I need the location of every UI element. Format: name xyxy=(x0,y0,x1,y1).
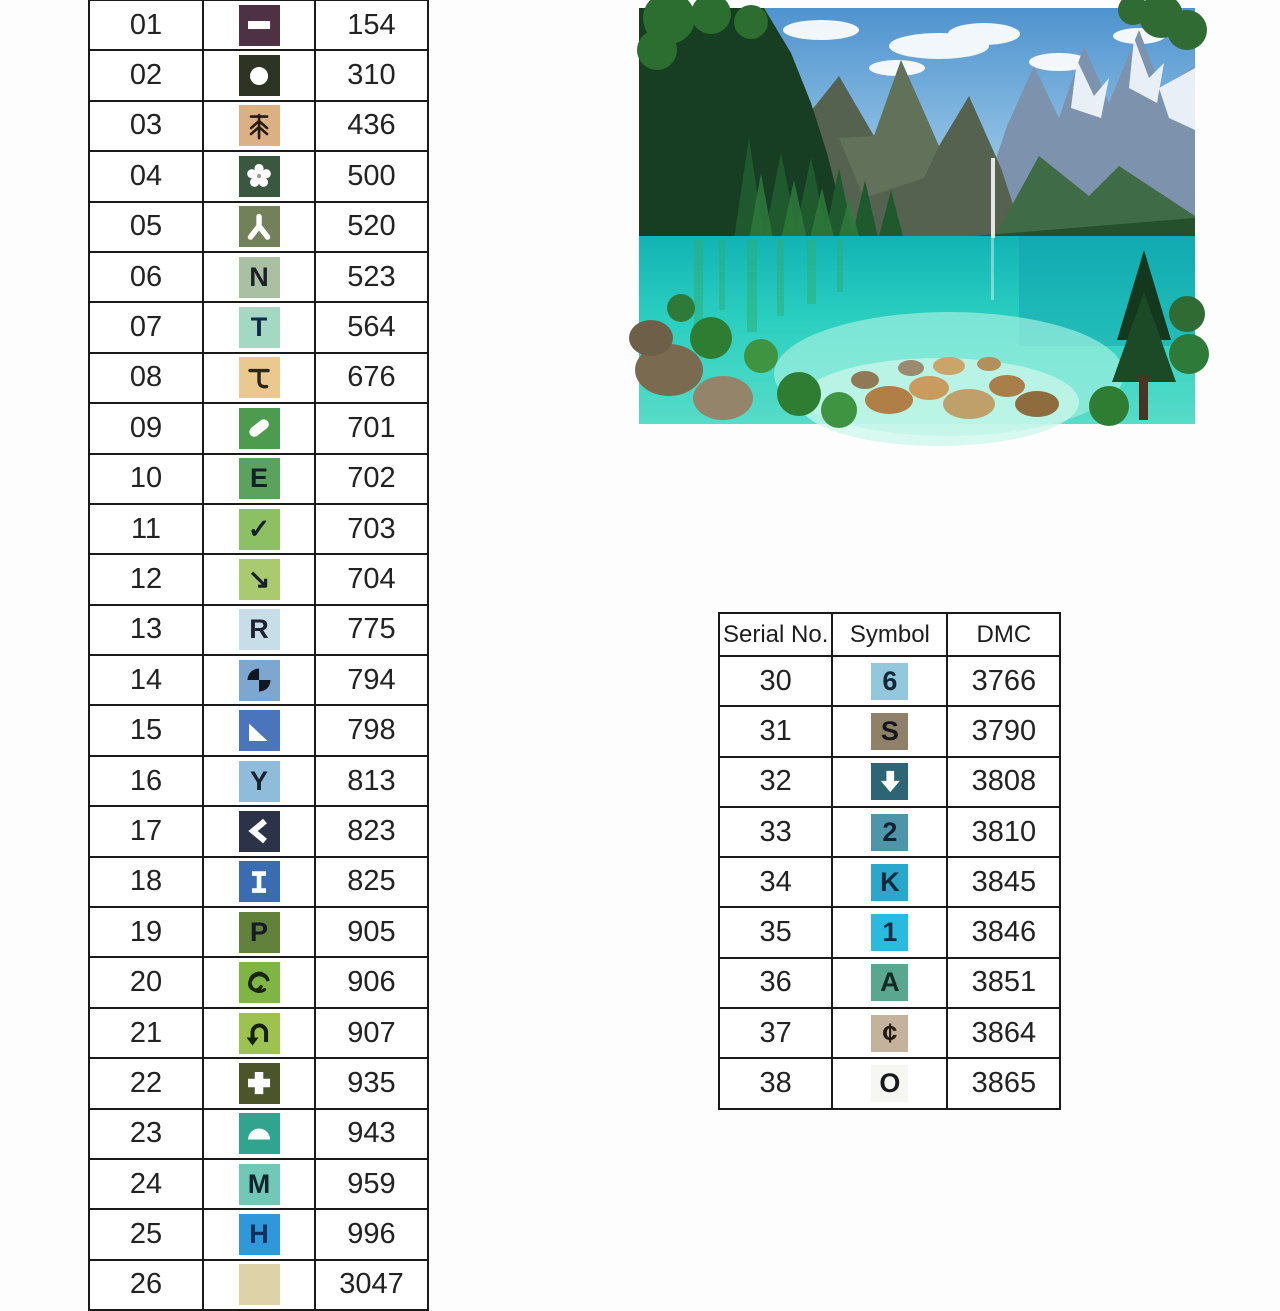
dmc-cell: 3810 xyxy=(947,807,1060,857)
symbol-glyph: O xyxy=(879,1068,901,1099)
table-row xyxy=(719,807,1060,857)
symbol-glyph: ✓ xyxy=(247,513,271,544)
serial-cell: 24 xyxy=(89,1159,203,1209)
pine-tree-icon xyxy=(241,108,277,144)
table-row xyxy=(719,706,1060,756)
serial-cell: 18 xyxy=(89,857,203,907)
dmc-cell: 154 xyxy=(315,0,428,50)
table-row xyxy=(89,756,428,806)
dmc-cell: 823 xyxy=(315,806,428,856)
dmc-cell: 3808 xyxy=(947,757,1060,807)
symbol-cell xyxy=(203,151,315,201)
serial-cell: 37 xyxy=(719,1008,832,1058)
dmc-cell: 813 xyxy=(315,756,428,806)
spiral-g-icon xyxy=(241,965,277,1001)
serial-cell: 20 xyxy=(89,957,203,1007)
dmc-cell: 310 xyxy=(315,50,428,100)
dmc-cell: 794 xyxy=(315,655,428,705)
dmc-cell: 701 xyxy=(315,403,428,453)
symbol-swatch xyxy=(239,357,280,398)
symbol-glyph: E xyxy=(249,463,268,494)
table-row xyxy=(719,907,1060,957)
table-row xyxy=(719,1008,1060,1058)
table-row xyxy=(89,1260,428,1310)
symbol-swatch xyxy=(239,1164,280,1205)
serial-cell: 26 xyxy=(89,1260,203,1310)
table-row xyxy=(89,806,428,856)
symbol-cell xyxy=(203,0,315,50)
dmc-cell: 3865 xyxy=(947,1058,1060,1108)
dmc-cell: 3851 xyxy=(947,958,1060,1008)
symbol-glyph: K xyxy=(880,866,900,897)
symbol-cell xyxy=(203,857,315,907)
circle-icon xyxy=(241,58,277,94)
symbol-swatch xyxy=(239,156,280,197)
serial-cell: 30 xyxy=(719,656,832,706)
symbol-swatch xyxy=(871,914,908,951)
capsule-icon xyxy=(241,410,277,446)
symbol-cell xyxy=(203,1159,315,1209)
lake-landscape-illustration xyxy=(639,8,1195,424)
symbol-swatch xyxy=(239,5,280,46)
symbol-cell xyxy=(203,756,315,806)
symbol-cell xyxy=(203,403,315,453)
symbol-glyph: Y xyxy=(249,765,268,796)
table-row xyxy=(89,504,428,554)
bar-icon xyxy=(241,7,277,43)
symbol-glyph: N xyxy=(249,261,269,292)
serial-cell: 09 xyxy=(89,403,203,453)
dmc-cell: 523 xyxy=(315,252,428,302)
symbol-cell xyxy=(832,1008,947,1058)
serial-cell: 13 xyxy=(89,605,203,655)
serial-cell: 16 xyxy=(89,756,203,806)
table-row xyxy=(89,0,428,50)
table-row xyxy=(89,705,428,755)
table-row xyxy=(89,857,428,907)
symbol-swatch xyxy=(239,609,280,650)
dome-icon xyxy=(241,1116,277,1152)
symbol-glyph: 6 xyxy=(882,665,898,696)
symbol-cell xyxy=(832,958,947,1008)
symbol-cell xyxy=(203,1109,315,1159)
symbol-cell xyxy=(203,50,315,100)
symbol-swatch xyxy=(871,1065,908,1102)
symbol-swatch xyxy=(239,660,280,701)
serial-cell: 36 xyxy=(719,958,832,1008)
symbol-glyph: H xyxy=(249,1219,269,1250)
symbol-cell xyxy=(203,1260,315,1310)
symbol-cell xyxy=(832,656,947,706)
table-row xyxy=(89,907,428,957)
serial-cell: 11 xyxy=(89,504,203,554)
down-arrow-icon xyxy=(874,765,907,798)
table-row xyxy=(89,957,428,1007)
symbol-swatch xyxy=(239,962,280,1003)
serial-cell: 05 xyxy=(89,202,203,252)
symbol-swatch xyxy=(871,763,908,800)
symbol-glyph: A xyxy=(880,967,900,998)
chevron-left-icon xyxy=(241,813,277,849)
dmc-cell: 676 xyxy=(315,353,428,403)
symbol-cell xyxy=(203,1209,315,1259)
symbol-cell xyxy=(832,757,947,807)
symbol-swatch xyxy=(871,864,908,901)
symbol-cell xyxy=(203,504,315,554)
triangle-ll-icon xyxy=(241,713,277,749)
header-dmc: DMC xyxy=(947,613,1060,656)
anchor-t-icon xyxy=(241,360,277,396)
table-row xyxy=(89,50,428,100)
symbol-swatch xyxy=(239,307,280,348)
table-row xyxy=(89,403,428,453)
symbol-cell xyxy=(203,302,315,352)
symbol-glyph: 2 xyxy=(882,816,898,847)
dmc-cell: 935 xyxy=(315,1058,428,1108)
symbol-cell xyxy=(832,857,947,907)
symbol-cell xyxy=(203,1058,315,1108)
symbol-glyph: ↘ xyxy=(247,563,271,594)
serial-cell: 19 xyxy=(89,907,203,957)
table-row xyxy=(89,151,428,201)
dmc-cell: 3047 xyxy=(315,1260,428,1310)
serial-cell: 25 xyxy=(89,1209,203,1259)
dmc-cell: 775 xyxy=(315,605,428,655)
symbol-swatch xyxy=(239,55,280,96)
table-row xyxy=(719,757,1060,807)
symbol-glyph: T xyxy=(250,312,268,343)
serif-i-icon xyxy=(241,864,277,900)
serial-cell: 04 xyxy=(89,151,203,201)
symbol-cell xyxy=(203,202,315,252)
symbol-cell xyxy=(203,605,315,655)
dmc-cell: 703 xyxy=(315,504,428,554)
thick-plus-icon xyxy=(241,1065,277,1101)
symbol-swatch xyxy=(239,509,280,550)
symbol-cell xyxy=(203,353,315,403)
dmc-cell: 520 xyxy=(315,202,428,252)
serial-cell: 38 xyxy=(719,1058,832,1108)
dmc-cell: 3864 xyxy=(947,1008,1060,1058)
serial-cell: 17 xyxy=(89,806,203,856)
serial-cell: 07 xyxy=(89,302,203,352)
symbol-cell xyxy=(203,1008,315,1058)
symbol-cell xyxy=(203,454,315,504)
table-row xyxy=(89,554,428,604)
serial-cell: 35 xyxy=(719,907,832,957)
symbol-swatch xyxy=(239,408,280,449)
dmc-cell: 3766 xyxy=(947,656,1060,706)
serial-cell: 31 xyxy=(719,706,832,756)
dmc-cell: 3846 xyxy=(947,907,1060,957)
symbol-cell xyxy=(832,807,947,857)
table-row xyxy=(719,857,1060,907)
symbol-cell xyxy=(832,1058,947,1108)
dmc-cell: 564 xyxy=(315,302,428,352)
symbol-swatch xyxy=(239,710,280,751)
symbol-swatch xyxy=(239,761,280,802)
serial-cell: 01 xyxy=(89,0,203,50)
table-row xyxy=(89,1008,428,1058)
serial-cell: 08 xyxy=(89,353,203,403)
symbol-swatch xyxy=(239,861,280,902)
dmc-cell: 704 xyxy=(315,554,428,604)
header-row xyxy=(719,613,1060,656)
table-row xyxy=(719,1058,1060,1108)
symbol-cell xyxy=(203,806,315,856)
symbol-swatch xyxy=(239,1264,280,1305)
symbol-swatch xyxy=(239,811,280,852)
flower-icon xyxy=(241,158,277,194)
symbol-cell xyxy=(832,706,947,756)
pattern-photo xyxy=(639,8,1195,424)
symbol-swatch xyxy=(239,1113,280,1154)
symbol-swatch xyxy=(239,912,280,953)
header-serial: Serial No. xyxy=(719,613,832,656)
color-key-table-right xyxy=(718,612,1061,1110)
table-row xyxy=(89,1058,428,1108)
dmc-cell: 996 xyxy=(315,1209,428,1259)
symbol-glyph: ¢ xyxy=(882,1017,898,1048)
serial-cell: 03 xyxy=(89,101,203,151)
dmc-cell: 825 xyxy=(315,857,428,907)
symbol-glyph: P xyxy=(249,916,268,947)
symbol-cell xyxy=(203,655,315,705)
symbol-cell xyxy=(203,957,315,1007)
dmc-cell: 906 xyxy=(315,957,428,1007)
serial-cell: 12 xyxy=(89,554,203,604)
symbol-cell xyxy=(203,554,315,604)
table-row xyxy=(719,656,1060,706)
symbol-swatch xyxy=(871,713,908,750)
table-row xyxy=(89,605,428,655)
person-y-icon xyxy=(241,209,277,245)
symbol-cell xyxy=(203,252,315,302)
symbol-swatch xyxy=(239,105,280,146)
serial-cell: 33 xyxy=(719,807,832,857)
dmc-cell: 907 xyxy=(315,1008,428,1058)
table-row xyxy=(89,302,428,352)
symbol-swatch xyxy=(871,663,908,700)
dmc-cell: 3845 xyxy=(947,857,1060,907)
dmc-cell: 436 xyxy=(315,101,428,151)
symbol-glyph: M xyxy=(247,1168,271,1199)
symbol-glyph: S xyxy=(880,715,899,746)
serial-cell: 23 xyxy=(89,1109,203,1159)
symbol-swatch xyxy=(239,1214,280,1255)
color-key-table-left xyxy=(88,0,429,1311)
table-row xyxy=(89,101,428,151)
u-turn-arrow-icon xyxy=(241,1015,277,1051)
table-row xyxy=(89,1109,428,1159)
header-symbol: Symbol xyxy=(832,613,947,656)
symbol-swatch xyxy=(239,559,280,600)
symbol-swatch xyxy=(871,1015,908,1052)
pinwheel-icon xyxy=(241,662,277,698)
serial-cell: 22 xyxy=(89,1058,203,1108)
table-row xyxy=(89,454,428,504)
symbol-swatch xyxy=(239,458,280,499)
dmc-cell: 959 xyxy=(315,1159,428,1209)
symbol-swatch xyxy=(871,814,908,851)
symbol-swatch xyxy=(239,257,280,298)
table-row xyxy=(89,1159,428,1209)
serial-cell: 06 xyxy=(89,252,203,302)
serial-cell: 15 xyxy=(89,705,203,755)
symbol-glyph: R xyxy=(249,614,269,645)
serial-cell: 21 xyxy=(89,1008,203,1058)
dmc-cell: 905 xyxy=(315,907,428,957)
symbol-swatch xyxy=(871,964,908,1001)
symbol-cell xyxy=(203,101,315,151)
dmc-cell: 500 xyxy=(315,151,428,201)
table-row xyxy=(89,202,428,252)
serial-cell: 32 xyxy=(719,757,832,807)
dmc-cell: 702 xyxy=(315,454,428,504)
dmc-cell: 3790 xyxy=(947,706,1060,756)
symbol-swatch xyxy=(239,1013,280,1054)
serial-cell: 02 xyxy=(89,50,203,100)
serial-cell: 10 xyxy=(89,454,203,504)
symbol-swatch xyxy=(239,1063,280,1104)
table-row xyxy=(89,1209,428,1259)
symbol-swatch xyxy=(239,206,280,247)
serial-cell: 14 xyxy=(89,655,203,705)
dmc-cell: 943 xyxy=(315,1109,428,1159)
symbol-glyph: 1 xyxy=(882,917,898,948)
table-row xyxy=(89,655,428,705)
symbol-cell xyxy=(832,907,947,957)
symbol-cell xyxy=(203,907,315,957)
dmc-cell: 798 xyxy=(315,705,428,755)
table-row xyxy=(89,252,428,302)
table-row xyxy=(719,958,1060,1008)
serial-cell: 34 xyxy=(719,857,832,907)
table-row xyxy=(89,353,428,403)
symbol-cell xyxy=(203,705,315,755)
